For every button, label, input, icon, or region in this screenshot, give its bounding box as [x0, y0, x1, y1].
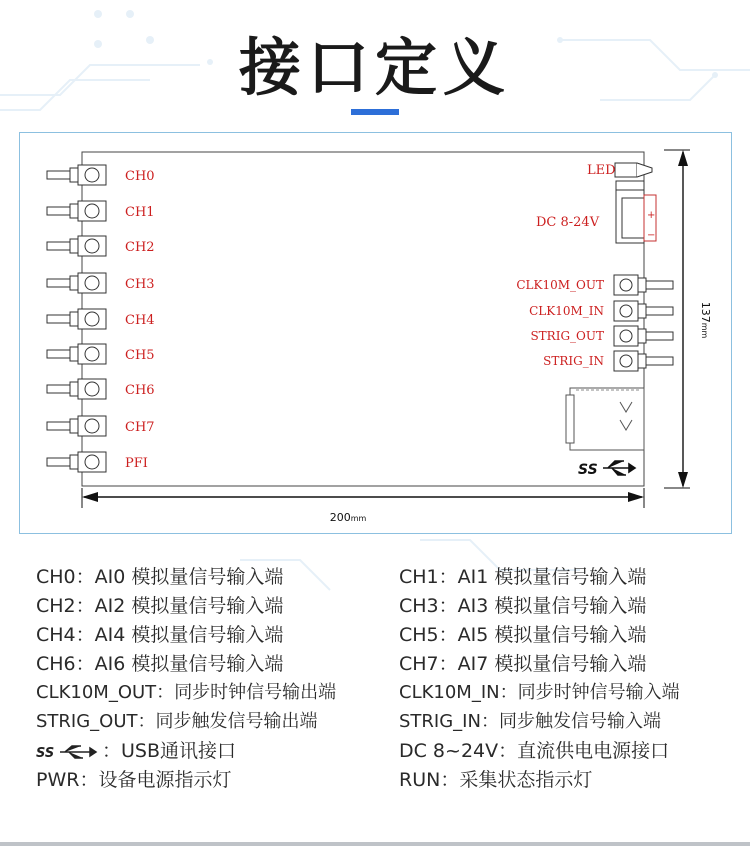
bottom-divider	[0, 842, 750, 846]
legend-key: ：	[102, 740, 122, 762]
legend-desc: AI3 模拟量信号输入端	[457, 595, 647, 617]
right-connector	[614, 326, 673, 346]
legend-desc: 直流供电电源接口	[517, 740, 670, 762]
legend-desc: AI7 模拟量信号输入端	[457, 653, 647, 675]
legend-desc: AI2 模拟量信号输入端	[94, 595, 284, 617]
width-dimension	[82, 488, 644, 508]
legend-key: CH3：	[399, 595, 458, 617]
usb-ss-icon	[36, 742, 102, 762]
power-label: DC 8-24V	[536, 215, 600, 230]
legend-item-clk10m-out	[36, 680, 336, 706]
legend-key: CLK10M_OUT：	[36, 682, 175, 703]
board-outline	[82, 152, 644, 486]
right-connector	[614, 351, 673, 371]
led-label: LED	[587, 163, 616, 178]
legend-key: CH2：	[36, 595, 95, 617]
legend-desc: 同步时钟信号输出端	[174, 682, 337, 703]
left-connector	[47, 452, 106, 472]
legend-item-dc	[399, 738, 669, 764]
left-port-label: CH3	[125, 277, 155, 292]
left-port-label: CH4	[125, 313, 155, 328]
legend-item-ch7	[399, 651, 646, 677]
led-indicator	[615, 163, 652, 177]
right-connector	[614, 275, 673, 295]
minus-sign: −	[647, 230, 656, 241]
legend-item-clk10m-in	[399, 680, 680, 706]
left-port-label: CH7	[125, 420, 155, 435]
height-dimension-label: 137mm	[699, 301, 712, 339]
legend-key: PWR：	[36, 769, 99, 791]
right-port-label: STRIG_OUT	[530, 329, 604, 343]
legend-desc: 同步时钟信号输入端	[517, 682, 680, 703]
right-port-label: CLK10M_IN	[529, 304, 604, 318]
legend-key: RUN：	[399, 769, 460, 791]
legend-item-ch4	[36, 622, 283, 648]
legend-item-pwr	[36, 767, 231, 793]
left-port-label: PFI	[125, 456, 148, 471]
left-connector	[47, 236, 106, 256]
left-connector-group	[47, 165, 155, 472]
legend-item-run	[399, 767, 592, 793]
usb-ss-label: SS	[578, 462, 598, 478]
legend-key: DC 8~24V：	[399, 740, 518, 762]
legend-key: CH6：	[36, 653, 95, 675]
legend-desc: 采集状态指示灯	[459, 769, 593, 791]
usb-port	[566, 388, 644, 450]
right-port-label: STRIG_IN	[543, 354, 604, 368]
legend-key: STRIG_OUT：	[36, 711, 156, 732]
legend-item-ch3	[399, 593, 646, 619]
legend-item-ch5	[399, 622, 646, 648]
left-connector	[47, 416, 106, 436]
legend-item-usb	[36, 738, 236, 764]
right-connector	[614, 301, 673, 321]
legend-key: CH1：	[399, 566, 458, 588]
legend-desc: 设备电源指示灯	[98, 769, 232, 791]
legend-key: CLK10M_IN：	[399, 682, 518, 703]
left-connector	[47, 344, 106, 364]
left-port-label: CH2	[125, 240, 155, 255]
legend-item-ch2	[36, 593, 283, 619]
left-connector	[47, 273, 106, 293]
plus-sign: +	[647, 210, 656, 221]
page-title: 接口定义	[238, 31, 511, 104]
legend-desc: AI4 模拟量信号输入端	[94, 624, 284, 646]
legend-desc: AI6 模拟量信号输入端	[94, 653, 284, 675]
legend-key: CH7：	[399, 653, 458, 675]
left-port-label: CH6	[125, 383, 155, 398]
width-dimension-label: 200mm	[329, 511, 367, 524]
svg-text:SS: SS	[36, 745, 55, 761]
legend-key: CH0：	[36, 566, 95, 588]
legend-desc: 同步触发信号输出端	[155, 711, 318, 732]
left-connector	[47, 201, 106, 221]
left-connector	[47, 379, 106, 399]
left-connector	[47, 165, 106, 185]
legend-desc: AI5 模拟量信号输入端	[457, 624, 647, 646]
legend-item-ch6	[36, 651, 283, 677]
legend-key: CH5：	[399, 624, 458, 646]
left-port-label: CH0	[125, 169, 155, 184]
legend-desc: AI1 模拟量信号输入端	[457, 566, 647, 588]
legend-desc: 同步触发信号输入端	[498, 711, 661, 732]
legend-key: CH4：	[36, 624, 95, 646]
legend-key: STRIG_IN：	[399, 711, 499, 732]
legend-desc: AI0 模拟量信号输入端	[94, 566, 284, 588]
left-port-label: CH1	[125, 205, 155, 220]
legend-item-strig-in	[399, 709, 661, 735]
legend-item-ch1	[399, 564, 646, 590]
legend-item-ch0	[36, 564, 283, 590]
left-connector	[47, 309, 106, 329]
right-port-label: CLK10M_OUT	[516, 278, 604, 292]
legend-item-strig-out	[36, 709, 318, 735]
legend-desc: USB通讯接口	[121, 740, 237, 762]
height-dimension	[664, 150, 690, 488]
left-port-label: CH5	[125, 348, 155, 363]
